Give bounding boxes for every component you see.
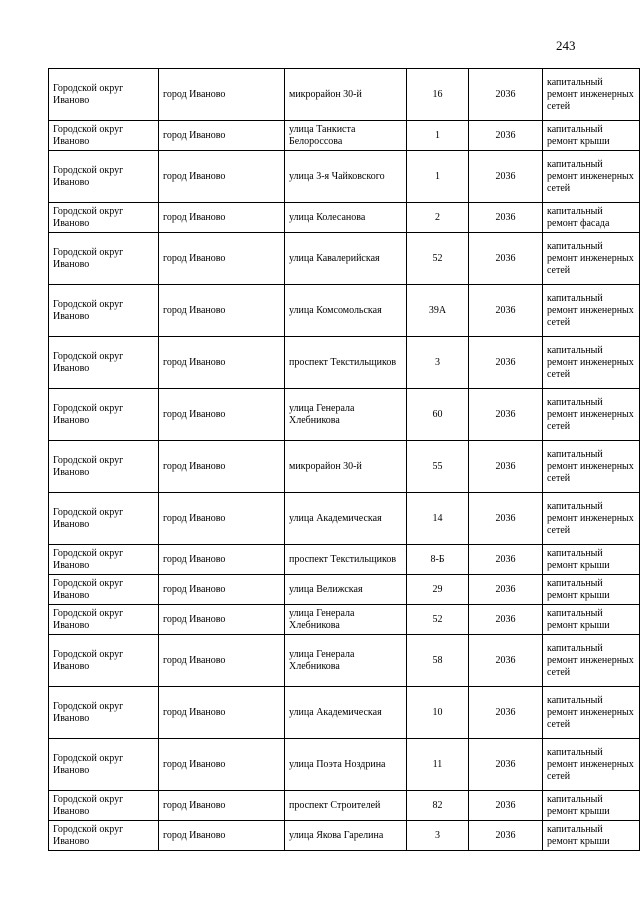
work-type-cell: капитальный ремонт инженерных сетей — [543, 635, 640, 687]
municipality-cell: Городской округ Иваново — [49, 389, 159, 441]
settlement-cell: город Иваново — [159, 739, 285, 791]
page-number: 243 — [556, 38, 576, 53]
house-number-cell: 14 — [407, 493, 469, 545]
street-cell: улица Велижская — [285, 575, 407, 605]
house-number-cell: 2 — [407, 203, 469, 233]
settlement-cell: город Иваново — [159, 493, 285, 545]
work-type-cell: капитальный ремонт крыши — [543, 575, 640, 605]
house-number-cell: 11 — [407, 739, 469, 791]
table-row — [49, 739, 640, 791]
table-row — [49, 493, 640, 545]
work-type-cell: капитальный ремонт инженерных сетей — [543, 233, 640, 285]
street-cell: улица Генерала Хлебникова — [285, 389, 407, 441]
municipality-cell: Городской округ Иваново — [49, 493, 159, 545]
street-cell: улица Якова Гарелина — [285, 821, 407, 851]
settlement-cell: город Иваново — [159, 151, 285, 203]
table-row — [49, 441, 640, 493]
table-row — [49, 687, 640, 739]
settlement-cell: город Иваново — [159, 575, 285, 605]
year-cell: 2036 — [469, 545, 543, 575]
street-cell: улица Танкиста Белороссова — [285, 121, 407, 151]
table-row — [49, 203, 640, 233]
table-row — [49, 233, 640, 285]
municipality-cell: Городской округ Иваново — [49, 687, 159, 739]
street-cell: улица Поэта Ноздрина — [285, 739, 407, 791]
house-number-cell: 39А — [407, 285, 469, 337]
year-cell: 2036 — [469, 791, 543, 821]
house-number-cell: 10 — [407, 687, 469, 739]
year-cell: 2036 — [469, 121, 543, 151]
house-number-cell: 16 — [407, 69, 469, 121]
work-type-cell: капитальный ремонт инженерных сетей — [543, 687, 640, 739]
work-type-cell: капитальный ремонт инженерных сетей — [543, 69, 640, 121]
work-type-cell: капитальный ремонт крыши — [543, 545, 640, 575]
municipality-cell: Городской округ Иваново — [49, 121, 159, 151]
settlement-cell: город Иваново — [159, 69, 285, 121]
street-cell: улица Комсомольская — [285, 285, 407, 337]
municipality-cell: Городской округ Иваново — [49, 605, 159, 635]
house-number-cell: 29 — [407, 575, 469, 605]
year-cell: 2036 — [469, 821, 543, 851]
street-cell: микрорайон 30-й — [285, 441, 407, 493]
street-cell: микрорайон 30-й — [285, 69, 407, 121]
table-row — [49, 545, 640, 575]
work-type-cell: капитальный ремонт инженерных сетей — [543, 493, 640, 545]
year-cell: 2036 — [469, 493, 543, 545]
table-row — [49, 389, 640, 441]
table-row — [49, 821, 640, 851]
street-cell: улица 3-я Чайковского — [285, 151, 407, 203]
municipality-cell: Городской округ Иваново — [49, 285, 159, 337]
street-cell: проспект Строителей — [285, 791, 407, 821]
house-number-cell: 55 — [407, 441, 469, 493]
municipality-cell: Городской округ Иваново — [49, 821, 159, 851]
settlement-cell: город Иваново — [159, 285, 285, 337]
house-number-cell: 52 — [407, 233, 469, 285]
settlement-cell: город Иваново — [159, 389, 285, 441]
year-cell: 2036 — [469, 687, 543, 739]
street-cell: улица Колесанова — [285, 203, 407, 233]
table-row — [49, 605, 640, 635]
house-number-cell: 1 — [407, 121, 469, 151]
settlement-cell: город Иваново — [159, 203, 285, 233]
work-type-cell: капитальный ремонт крыши — [543, 605, 640, 635]
work-type-cell: капитальный ремонт крыши — [543, 791, 640, 821]
table-row — [49, 635, 640, 687]
street-cell: проспект Текстильщиков — [285, 337, 407, 389]
year-cell: 2036 — [469, 203, 543, 233]
street-cell: проспект Текстильщиков — [285, 545, 407, 575]
house-number-cell: 8-Б — [407, 545, 469, 575]
year-cell: 2036 — [469, 441, 543, 493]
house-number-cell: 82 — [407, 791, 469, 821]
work-type-cell: капитальный ремонт инженерных сетей — [543, 285, 640, 337]
settlement-cell: город Иваново — [159, 635, 285, 687]
house-number-cell: 3 — [407, 337, 469, 389]
year-cell: 2036 — [469, 575, 543, 605]
house-number-cell: 60 — [407, 389, 469, 441]
year-cell: 2036 — [469, 605, 543, 635]
table-row — [49, 151, 640, 203]
work-type-cell: капитальный ремонт крыши — [543, 821, 640, 851]
year-cell: 2036 — [469, 285, 543, 337]
year-cell: 2036 — [469, 69, 543, 121]
municipality-cell: Городской округ Иваново — [49, 203, 159, 233]
work-type-cell: капитальный ремонт инженерных сетей — [543, 739, 640, 791]
table-row — [49, 337, 640, 389]
street-cell: улица Генерала Хлебникова — [285, 635, 407, 687]
municipality-cell: Городской округ Иваново — [49, 635, 159, 687]
work-type-cell: капитальный ремонт инженерных сетей — [543, 151, 640, 203]
settlement-cell: город Иваново — [159, 121, 285, 151]
table-row — [49, 121, 640, 151]
work-type-cell: капитальный ремонт инженерных сетей — [543, 389, 640, 441]
year-cell: 2036 — [469, 739, 543, 791]
work-type-cell: капитальный ремонт фасада — [543, 203, 640, 233]
work-type-cell: капитальный ремонт крыши — [543, 121, 640, 151]
house-number-cell: 1 — [407, 151, 469, 203]
municipality-cell: Городской округ Иваново — [49, 545, 159, 575]
house-number-cell: 52 — [407, 605, 469, 635]
street-cell: улица Академическая — [285, 493, 407, 545]
house-number-cell: 3 — [407, 821, 469, 851]
settlement-cell: город Иваново — [159, 605, 285, 635]
table-row — [49, 791, 640, 821]
settlement-cell: город Иваново — [159, 337, 285, 389]
street-cell: улица Академическая — [285, 687, 407, 739]
house-number-cell: 58 — [407, 635, 469, 687]
table-row — [49, 69, 640, 121]
repair-schedule-table — [48, 68, 640, 851]
settlement-cell: город Иваново — [159, 441, 285, 493]
municipality-cell: Городской округ Иваново — [49, 441, 159, 493]
year-cell: 2036 — [469, 635, 543, 687]
settlement-cell: город Иваново — [159, 821, 285, 851]
municipality-cell: Городской округ Иваново — [49, 337, 159, 389]
year-cell: 2036 — [469, 151, 543, 203]
municipality-cell: Городской округ Иваново — [49, 739, 159, 791]
year-cell: 2036 — [469, 233, 543, 285]
table-row — [49, 575, 640, 605]
municipality-cell: Городской округ Иваново — [49, 151, 159, 203]
municipality-cell: Городской округ Иваново — [49, 791, 159, 821]
municipality-cell: Городской округ Иваново — [49, 69, 159, 121]
settlement-cell: город Иваново — [159, 791, 285, 821]
table-row — [49, 285, 640, 337]
municipality-cell: Городской округ Иваново — [49, 575, 159, 605]
settlement-cell: город Иваново — [159, 233, 285, 285]
municipality-cell: Городской округ Иваново — [49, 233, 159, 285]
street-cell: улица Генерала Хлебникова — [285, 605, 407, 635]
year-cell: 2036 — [469, 337, 543, 389]
street-cell: улица Кавалерийская — [285, 233, 407, 285]
settlement-cell: город Иваново — [159, 687, 285, 739]
work-type-cell: капитальный ремонт инженерных сетей — [543, 337, 640, 389]
settlement-cell: город Иваново — [159, 545, 285, 575]
table-body — [49, 69, 640, 851]
work-type-cell: капитальный ремонт инженерных сетей — [543, 441, 640, 493]
year-cell: 2036 — [469, 389, 543, 441]
